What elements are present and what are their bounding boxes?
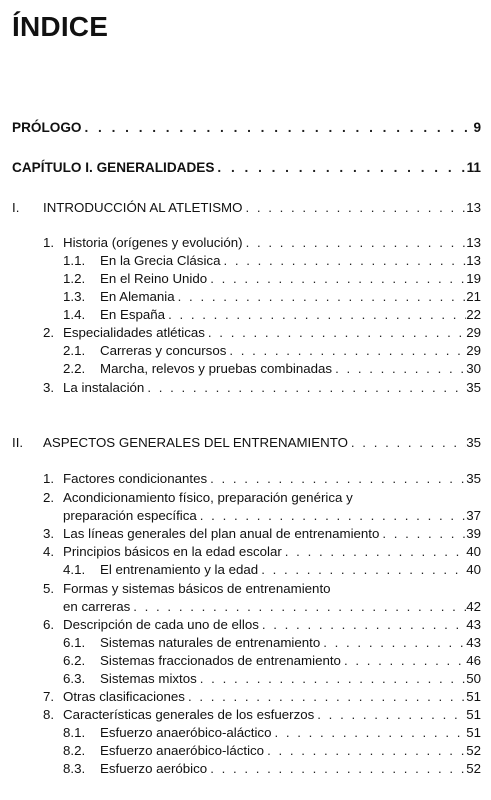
toc-entry-number: 1.1. [63,253,86,268]
toc-entry-page: 13 [466,200,481,215]
toc-entry-page: 35 [466,471,481,486]
toc-entry-number: 2. [43,325,55,340]
toc-entry-continuation[interactable] [63,507,481,524]
leader-dots [205,324,466,341]
toc-entry[interactable] [43,470,481,487]
toc-entry-page: 52 [466,743,481,758]
toc-entry-label: Principios básicos en la edad escolar [63,544,282,559]
leader-dots [258,561,466,578]
toc-entry-label: Especialidades atléticas [63,325,205,340]
toc-entry-number: 3. [43,526,55,541]
leader-dots [282,543,466,560]
toc-entry[interactable] [63,742,481,759]
leader-dots [130,598,466,615]
leader-dots [242,199,466,216]
toc-entry-first-line[interactable] [43,580,331,597]
toc-entry-page: 52 [466,761,481,776]
toc-entry-label: En España [100,307,166,322]
toc-entry-page: 51 [466,689,481,704]
toc-entry-page: 22 [466,307,481,322]
toc-entry-number: 2.2. [63,361,86,376]
toc-entry-number: 7. [43,689,55,704]
toc-entry-label: Sistemas mixtos [100,671,197,686]
toc-entry-number: 6.1. [63,635,86,650]
toc-entry-page: 40 [466,544,481,559]
toc-entry-label: Factores condicionantes [63,471,208,486]
leader-dots [81,119,473,136]
toc-entry-section-2[interactable] [12,434,481,451]
toc-entry[interactable] [63,724,481,741]
toc-entry-number: 4. [43,544,55,559]
leader-dots [271,724,466,741]
toc-entry[interactable] [63,760,481,777]
toc-entry-page: 35 [466,435,481,450]
toc-entry-page: 19 [466,271,481,286]
toc-entry-label-continuation: en carreras [63,599,131,614]
toc-entry-label: Acondicionamiento físico, preparación genérica y [63,490,353,505]
toc-entry-page: 21 [466,289,481,304]
toc-entry[interactable] [63,634,481,651]
toc-entry-number: 5. [43,581,55,596]
toc-entry-page: 29 [466,343,481,358]
leader-dots [379,525,466,542]
toc-entry-number: 2.1. [63,343,86,358]
toc-entry-number: 1. [43,471,55,486]
leader-dots [243,234,467,251]
leader-dots [207,760,466,777]
toc-entry-label: Sistemas naturales de entrenamiento [100,635,321,650]
leader-dots [220,252,466,269]
toc-entry-label: ASPECTOS GENERALES DEL ENTRENAMIENTO [43,435,348,450]
toc-entry-number: 8. [43,707,55,722]
leader-dots [144,379,466,396]
toc-entry[interactable] [63,670,481,687]
toc-entry[interactable] [63,360,481,377]
leader-dots [197,507,466,524]
toc-entry-number: 1.2. [63,271,86,286]
toc-entry-number: 6. [43,617,55,632]
toc-entry[interactable] [43,379,481,396]
leader-dots [348,434,466,451]
toc-entry[interactable] [43,525,481,542]
toc-entry[interactable] [43,234,481,251]
toc-entry-label: En la Grecia Clásica [100,253,221,268]
toc-entry-number: 3. [43,380,55,395]
toc-entry-page: 9 [473,120,481,135]
toc-entry-number: 1. [43,235,55,250]
toc-entry-page: 13 [466,253,481,268]
toc-entry-page: 13 [466,235,481,250]
leader-dots [175,288,467,305]
toc-entry-number: 6.3. [63,671,86,686]
toc-entry-label: Descripción de cada uno de ellos [63,617,259,632]
leader-dots [165,306,466,323]
toc-entry-number: 6.2. [63,653,86,668]
toc-entry-label: Las líneas generales del plan anual de entrenamiento [63,526,380,541]
toc-entry-page: 43 [466,635,481,650]
toc-entry-label: Sistemas fraccionados de entrenamiento [100,653,341,668]
toc-entry-page: 42 [466,599,481,614]
toc-entry-page: 37 [466,508,481,523]
toc-entry-label: Carreras y concursos [100,343,227,358]
toc-entry-number: 1.3. [63,289,86,304]
toc-entry-page: 39 [466,526,481,541]
toc-entry-number: 8.2. [63,743,86,758]
leader-dots [314,706,466,723]
toc-entry-label: Marcha, relevos y pruebas combinadas [100,361,333,376]
toc-entry-page: 35 [466,380,481,395]
leader-dots [259,616,466,633]
toc-entry-number: 2. [43,490,55,505]
leader-dots [207,470,466,487]
toc-entry-number: 1.4. [63,307,86,322]
toc-entry-number: II. [12,435,24,450]
leader-dots [207,270,466,287]
toc-entry-number: 4.1. [63,562,86,577]
toc-entry[interactable] [63,252,481,269]
leader-dots [197,670,466,687]
toc-entry-label: En Alemania [100,289,175,304]
toc-entry[interactable] [43,706,481,723]
leader-dots [332,360,466,377]
toc-entry[interactable] [63,288,481,305]
toc-entry[interactable] [43,616,481,633]
toc-entry-label: Otras clasificaciones [63,689,185,704]
toc-entry-number: 8.3. [63,761,86,776]
toc-entry-continuation[interactable] [63,598,481,615]
toc-entry[interactable] [63,306,481,323]
toc-entry-number: I. [12,200,20,215]
toc-entry[interactable] [63,652,481,669]
toc-entry-label-continuation: preparación específica [63,508,197,523]
toc-entry-section-1[interactable] [12,199,481,216]
toc-entry[interactable] [43,688,481,705]
toc-entry-label: Características generales de los esfuerzos [63,707,315,722]
toc-entry-page: 30 [466,361,481,376]
toc-entry-label: Esfuerzo aeróbico [100,761,208,776]
leader-dots [264,742,466,759]
toc-entry-label: En el Reino Unido [100,271,208,286]
toc-entry-page: 40 [466,562,481,577]
toc-entry-label: Esfuerzo anaeróbico-láctico [100,743,265,758]
toc-entry-page: 43 [466,617,481,632]
toc-entry[interactable] [63,270,481,287]
toc-entry-label: Historia (orígenes y evolución) [63,235,243,250]
toc-entry-page: 11 [466,160,481,175]
toc-entry[interactable] [63,342,481,359]
toc-entry-page: 50 [466,671,481,686]
toc-entry-page: 29 [466,325,481,340]
toc-entry-label: CAPÍTULO I. GENERALIDADES [12,160,215,175]
toc-entry-label: Esfuerzo anaeróbico-aláctico [100,725,272,740]
toc-entry[interactable] [63,561,481,578]
toc-entry-label: Formas y sistemas básicos de entrenamiento [63,581,331,596]
leader-dots [341,652,466,669]
toc-entry-label: PRÓLOGO [12,120,82,135]
toc-entry-page: 46 [466,653,481,668]
leader-dots [226,342,466,359]
toc-entry[interactable] [43,543,481,560]
toc-entry-page: 51 [466,707,481,722]
toc-entry-label: INTRODUCCIÓN AL ATLETISMO [43,200,243,215]
page-title: ÍNDICE [12,11,109,42]
leader-dots [320,634,466,651]
toc-entry-prologo[interactable] [12,119,481,136]
toc-entry-number: 8.1. [63,725,86,740]
toc-entry[interactable] [43,324,481,341]
toc-entry-page: 51 [466,725,481,740]
toc-entry-capitulo-1[interactable] [12,159,481,176]
toc-entry-label: El entrenamiento y la edad [100,562,259,577]
toc-entry-first-line[interactable] [43,489,353,506]
leader-dots [214,159,466,176]
leader-dots [185,688,466,705]
toc-entry-label: La instalación [63,380,145,395]
